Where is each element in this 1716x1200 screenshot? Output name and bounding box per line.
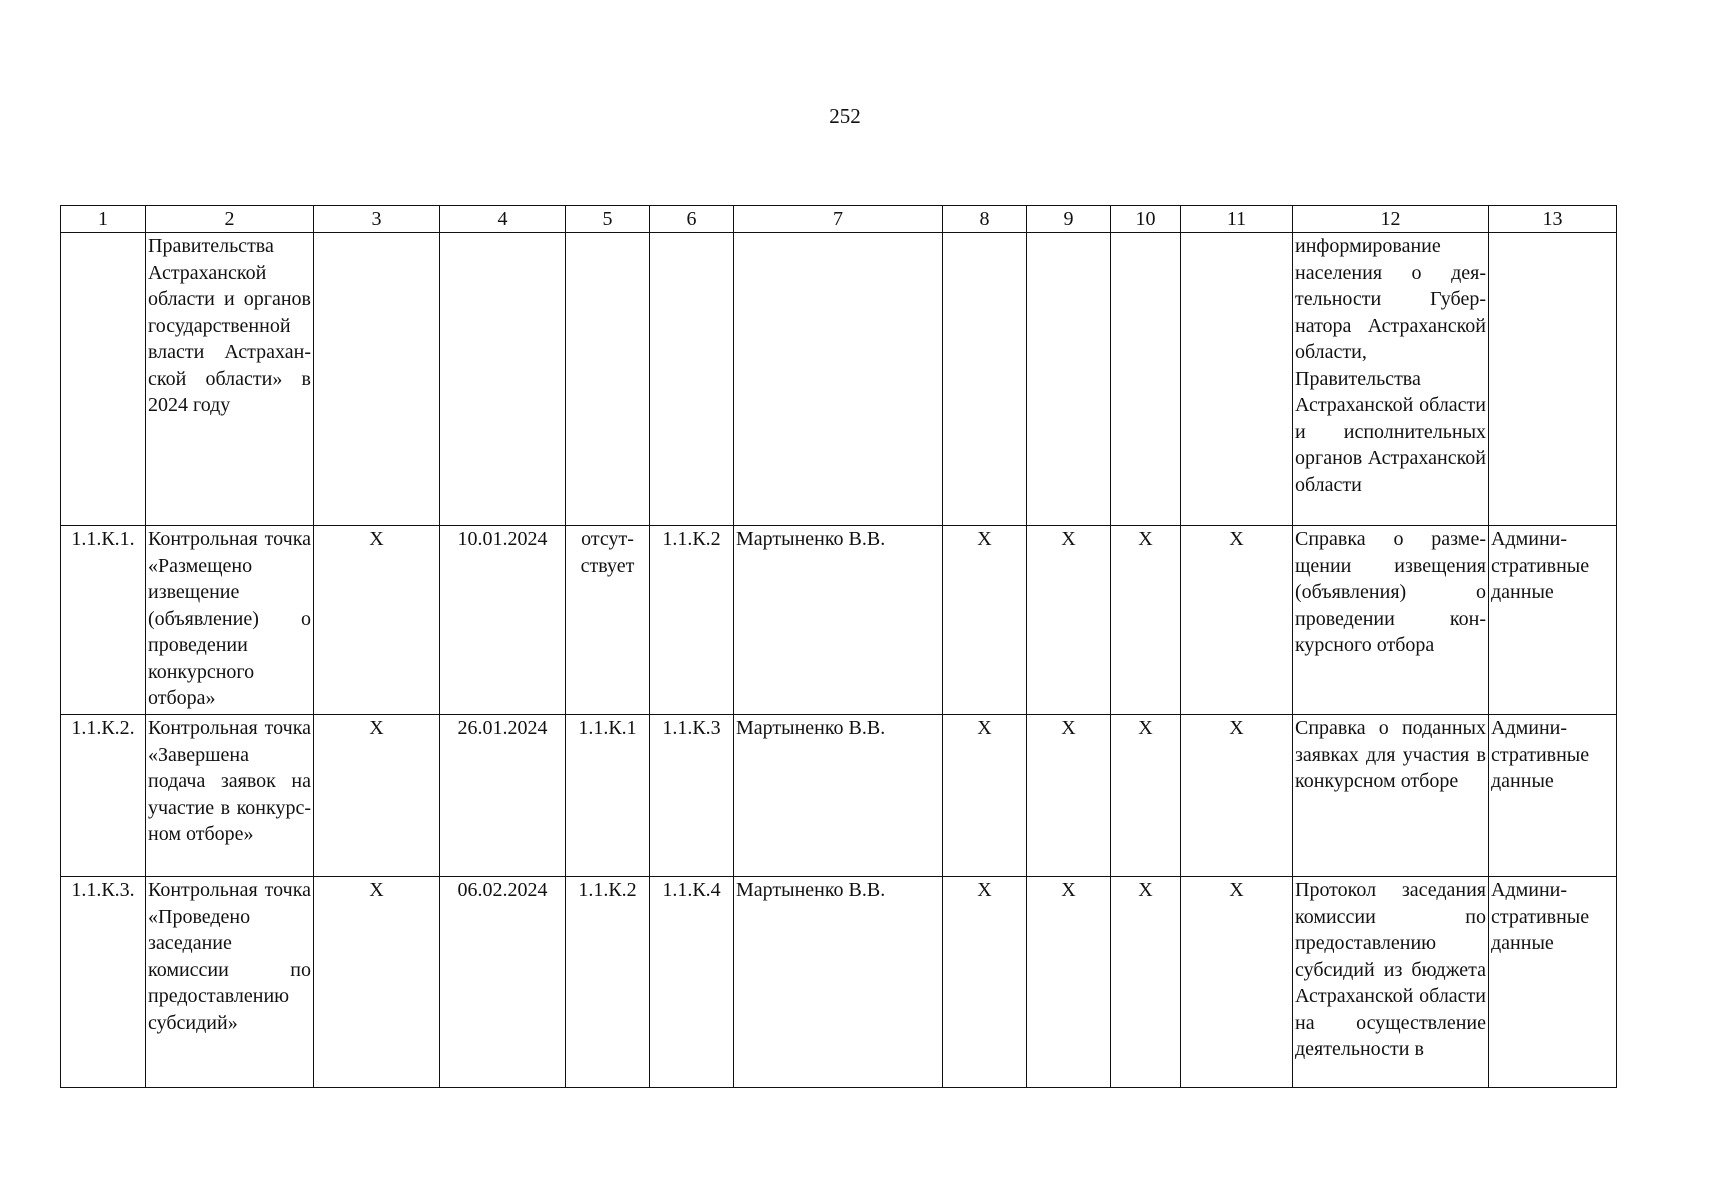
cell-document: Справка о размещении извещения (объявления) о проведении конкурсного отбора bbox=[1293, 526, 1489, 715]
page-number: 252 bbox=[829, 104, 861, 128]
cell-col3: X bbox=[314, 877, 440, 1088]
cell-successor: 1.1.К.4 bbox=[650, 877, 734, 1088]
data-table bbox=[60, 205, 1617, 1088]
cell-successor: 1.1.К.2 bbox=[650, 526, 734, 715]
column-header: 8 bbox=[943, 206, 1027, 233]
cell-col9: X bbox=[1027, 526, 1111, 715]
cell-event-name: Контрольная точка «Проведено заседание комиссии по предоставлению субсидий» bbox=[146, 877, 314, 1088]
cell-col9: X bbox=[1027, 877, 1111, 1088]
cell-document: информирование населения о деятельности Губернатора Астраханской области, Правительства Астраханской области и исполнительных органов Астраханской области bbox=[1293, 233, 1489, 526]
cell-document: Протокол заседания комиссии по предоставлению субсидий из бюджета Астраханской области на осуществление деятельности в bbox=[1293, 877, 1489, 1088]
cell-responsible: Мартыненко В.В. bbox=[734, 877, 943, 1088]
table-row-k1 bbox=[61, 526, 1617, 715]
table-row-k3 bbox=[61, 877, 1617, 1088]
column-header: 4 bbox=[440, 206, 566, 233]
cell-col3: X bbox=[314, 715, 440, 877]
cell-successor: 1.1.К.3 bbox=[650, 715, 734, 877]
column-header: 10 bbox=[1111, 206, 1181, 233]
column-header: 2 bbox=[146, 206, 314, 233]
cell-col8: X bbox=[943, 526, 1027, 715]
cell-responsible: Мартыненко В.В. bbox=[734, 526, 943, 715]
column-header: 13 bbox=[1489, 206, 1617, 233]
cell-event-name: Контрольная точка «Размещено извещение (объявление) о проведении конкурсного отбора» bbox=[146, 526, 314, 715]
cell-col9 bbox=[1027, 233, 1111, 526]
cell-source: Административные данные bbox=[1489, 877, 1617, 1088]
cell-predecessor: 1.1.К.2 bbox=[566, 877, 650, 1088]
cell-col10 bbox=[1111, 233, 1181, 526]
cell-col10: X bbox=[1111, 526, 1181, 715]
cell-predecessor bbox=[566, 233, 650, 526]
cell-successor bbox=[650, 233, 734, 526]
cell-col10: X bbox=[1111, 877, 1181, 1088]
cell-responsible bbox=[734, 233, 943, 526]
column-header: 5 bbox=[566, 206, 650, 233]
cell-col9: X bbox=[1027, 715, 1111, 877]
cell-responsible: Мартыненко В.В. bbox=[734, 715, 943, 877]
cell-number: 1.1.К.2. bbox=[61, 715, 146, 877]
cell-date: 10.01.2024 bbox=[440, 526, 566, 715]
column-header: 11 bbox=[1181, 206, 1293, 233]
column-header: 6 bbox=[650, 206, 734, 233]
cell-source: Административные данные bbox=[1489, 526, 1617, 715]
table-row-k2 bbox=[61, 715, 1617, 877]
cell-source bbox=[1489, 233, 1617, 526]
cell-col11 bbox=[1181, 233, 1293, 526]
cell-col3 bbox=[314, 233, 440, 526]
cell-date bbox=[440, 233, 566, 526]
cell-document: Справка о поданных заявках для участия в конкурсном отборе bbox=[1293, 715, 1489, 877]
column-header: 12 bbox=[1293, 206, 1489, 233]
cell-predecessor: 1.1.К.1 bbox=[566, 715, 650, 877]
cell-col8 bbox=[943, 233, 1027, 526]
cell-col11: X bbox=[1181, 715, 1293, 877]
column-header: 3 bbox=[314, 206, 440, 233]
cell-col8: X bbox=[943, 877, 1027, 1088]
cell-number bbox=[61, 233, 146, 526]
cell-date: 06.02.2024 bbox=[440, 877, 566, 1088]
cell-col8: X bbox=[943, 715, 1027, 877]
cell-number: 1.1.К.1. bbox=[61, 526, 146, 715]
cell-event-name: Контрольная точка «Завершена подача заявок на участие в конкурсном отборе» bbox=[146, 715, 314, 877]
cell-source: Административные данные bbox=[1489, 715, 1617, 877]
header-row bbox=[61, 206, 1617, 233]
column-header: 9 bbox=[1027, 206, 1111, 233]
cell-col11: X bbox=[1181, 877, 1293, 1088]
column-header: 7 bbox=[734, 206, 943, 233]
cell-number: 1.1.К.3. bbox=[61, 877, 146, 1088]
cell-date: 26.01.2024 bbox=[440, 715, 566, 877]
cell-col11: X bbox=[1181, 526, 1293, 715]
cell-col10: X bbox=[1111, 715, 1181, 877]
cell-event-name: Правительства Астраханской области и органов государственной власти Астраханской области» в 2024 году bbox=[146, 233, 314, 526]
cell-col3: X bbox=[314, 526, 440, 715]
cell-predecessor: отсутствует bbox=[566, 526, 650, 715]
column-header: 1 bbox=[61, 206, 146, 233]
table-row-continuation bbox=[61, 233, 1617, 526]
